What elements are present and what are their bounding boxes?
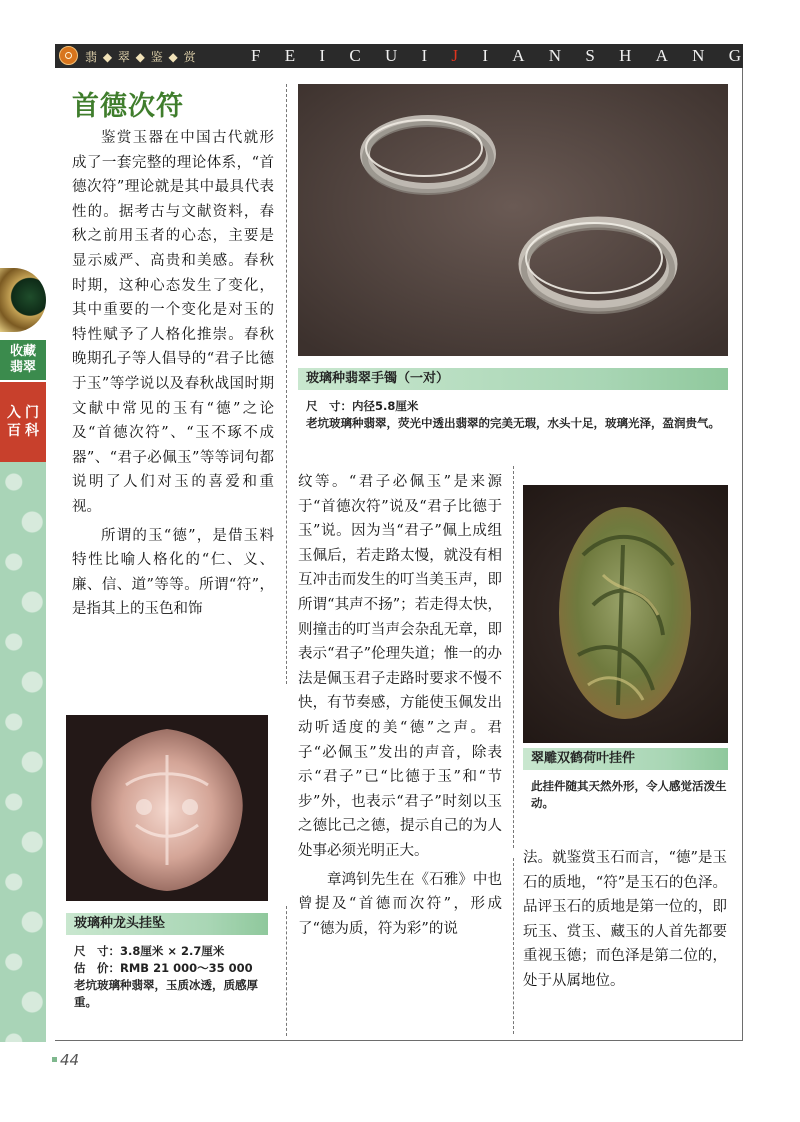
header-letters — [251, 44, 741, 68]
bangle-description: 老坑玻璃种翡翠，荧光中透出翡翠的完美无瑕，水头十足，玻璃光泽，盈润贵气。 — [306, 416, 720, 430]
header-letter: U — [384, 46, 398, 65]
header-letter: I — [421, 46, 428, 65]
bangle-caption: 玻璃种翡翠手镯（一对） — [298, 368, 728, 390]
tab-char: 科 — [25, 423, 39, 439]
paragraph: 法。就鉴赏玉石而言，“德”是玉石的质地，“符”是玉石的色泽。品评玉石的质地是第一位的，即玩玉、赏玉、藏玉的人首先都要重视玉德；而色泽是第二位的，处于从属地位。 — [523, 850, 727, 989]
dragon-pendant-photo — [66, 715, 268, 901]
paragraph: 鉴赏玉器在中国古代就形成了一套完整的理论体系，“首德次符”理论就是其中最具代表性的。据考古与文献资料，春秋之前用玉者的心态，主要是显示威严、高贵和美感。春秋时期，这种心态发生了变化，其中重要的一个变化是对玉的特性赋予了人格化推崇。春秋晚期孔子等人倡导的“君子比德于玉”等学说以及春秋战国时期文献中常见的玉有“德”之论及“首德次符”、“玉不琢不成器”、“君子必佩玉”等等词句都说明了人们对玉的喜爱和重视。 — [72, 130, 274, 515]
frame-right — [742, 68, 743, 1040]
paragraph: 所谓的玉“德”，是借玉料特性比喻人格化的“仁、义、廉、信、道”等等。所谓“符”，是指其上的玉色和饰 — [72, 527, 274, 618]
header-bar — [55, 44, 743, 68]
pendant-photo — [523, 485, 728, 743]
header-letter: F — [251, 46, 261, 65]
tab-char: 入 — [7, 405, 21, 421]
column-divider — [286, 906, 287, 1036]
header-letter: A — [512, 46, 525, 65]
page-number: 44 — [60, 1051, 80, 1069]
column-divider — [286, 84, 287, 684]
jade-ornament-icon — [0, 268, 46, 332]
header-letter: S — [585, 46, 595, 65]
header-letter: N — [692, 46, 705, 65]
frame-bottom — [55, 1040, 743, 1041]
section-tab-collect — [0, 340, 46, 380]
dragon-price: 估 价：RMB 21 000～35 000 — [74, 961, 253, 975]
text-column-1 — [72, 126, 274, 622]
series-title: 翡 ◆ 翠 ◆ 鉴 ◆ 赏 — [85, 50, 197, 64]
tab-label: 翡翠 — [9, 360, 36, 375]
paragraph: 纹等。“君子必佩玉”是来源于“首德次符”说及“君子比德于玉”说。因为当“君子”佩上成组玉佩后，若走路太慢，就没有相互冲击而发生的叮当美玉声，即所谓“其声不扬”；若走得太快，则撞击的叮当声会杂乱无章，即表示“君子”伦理失道；惟一的办法是佩玉君子走路时要求不慢不快，有节奏感，方能使玉佩发出动听适度的美“德”之声。君子“必佩玉”发出的声音，除表示“君子”已“比德于玉”和“节步”外，也表示“君子”时刻以玉之德比己之德，提示自己的为人处事必须光明正大。 — [298, 474, 502, 859]
header-letter: I — [319, 46, 326, 65]
dragon-description: 老坑玻璃种翡翠，玉质冰透，质感厚重。 — [74, 978, 258, 1009]
tab-label: 收藏 — [9, 344, 36, 359]
dragon-caption-body — [74, 943, 270, 1011]
bangle-caption-body — [306, 398, 726, 432]
header-letter: I — [482, 46, 488, 65]
bangle-illustration — [298, 84, 728, 356]
column-divider — [513, 858, 514, 1034]
column-divider — [513, 466, 514, 848]
dragon-illustration — [66, 715, 268, 901]
pendant-illustration — [523, 485, 728, 743]
paragraph: 章鸿钊先生在《石雅》中也曾提及“首德而次符”，形成了“德为质，符为彩”的说 — [298, 871, 502, 937]
pendant-caption: 翠雕双鹤荷叶挂件 — [523, 748, 728, 770]
header-letter-accent: J — [451, 46, 459, 65]
header-letter: E — [284, 46, 296, 65]
header-letter: C — [349, 46, 361, 65]
pendant-caption-body — [531, 778, 727, 812]
article-title: 首德次符 — [72, 91, 184, 122]
section-tab-intro — [0, 382, 46, 462]
dragon-caption: 玻璃种龙头挂坠 — [66, 913, 268, 935]
dragon-size: 尺 寸：3.8厘米 × 2.7厘米 — [74, 944, 225, 958]
bangle-size: 尺 寸：内径5.8厘米 — [306, 399, 419, 413]
bangle-photo — [298, 84, 728, 356]
text-column-3 — [523, 846, 727, 994]
page-number-marker — [52, 1057, 57, 1062]
floral-border-decoration — [0, 462, 46, 1042]
pendant-description: 此挂件随其天然外形，令人感觉活泼生动。 — [531, 779, 727, 810]
header-letter: A — [655, 46, 668, 65]
tab-char: 百 — [7, 423, 21, 439]
series-logo-icon — [59, 46, 78, 65]
header-letter: H — [619, 46, 632, 65]
tab-char: 门 — [25, 405, 39, 421]
header-letter: N — [548, 46, 562, 65]
text-column-2 — [298, 470, 502, 941]
header-letter: G — [728, 46, 741, 65]
